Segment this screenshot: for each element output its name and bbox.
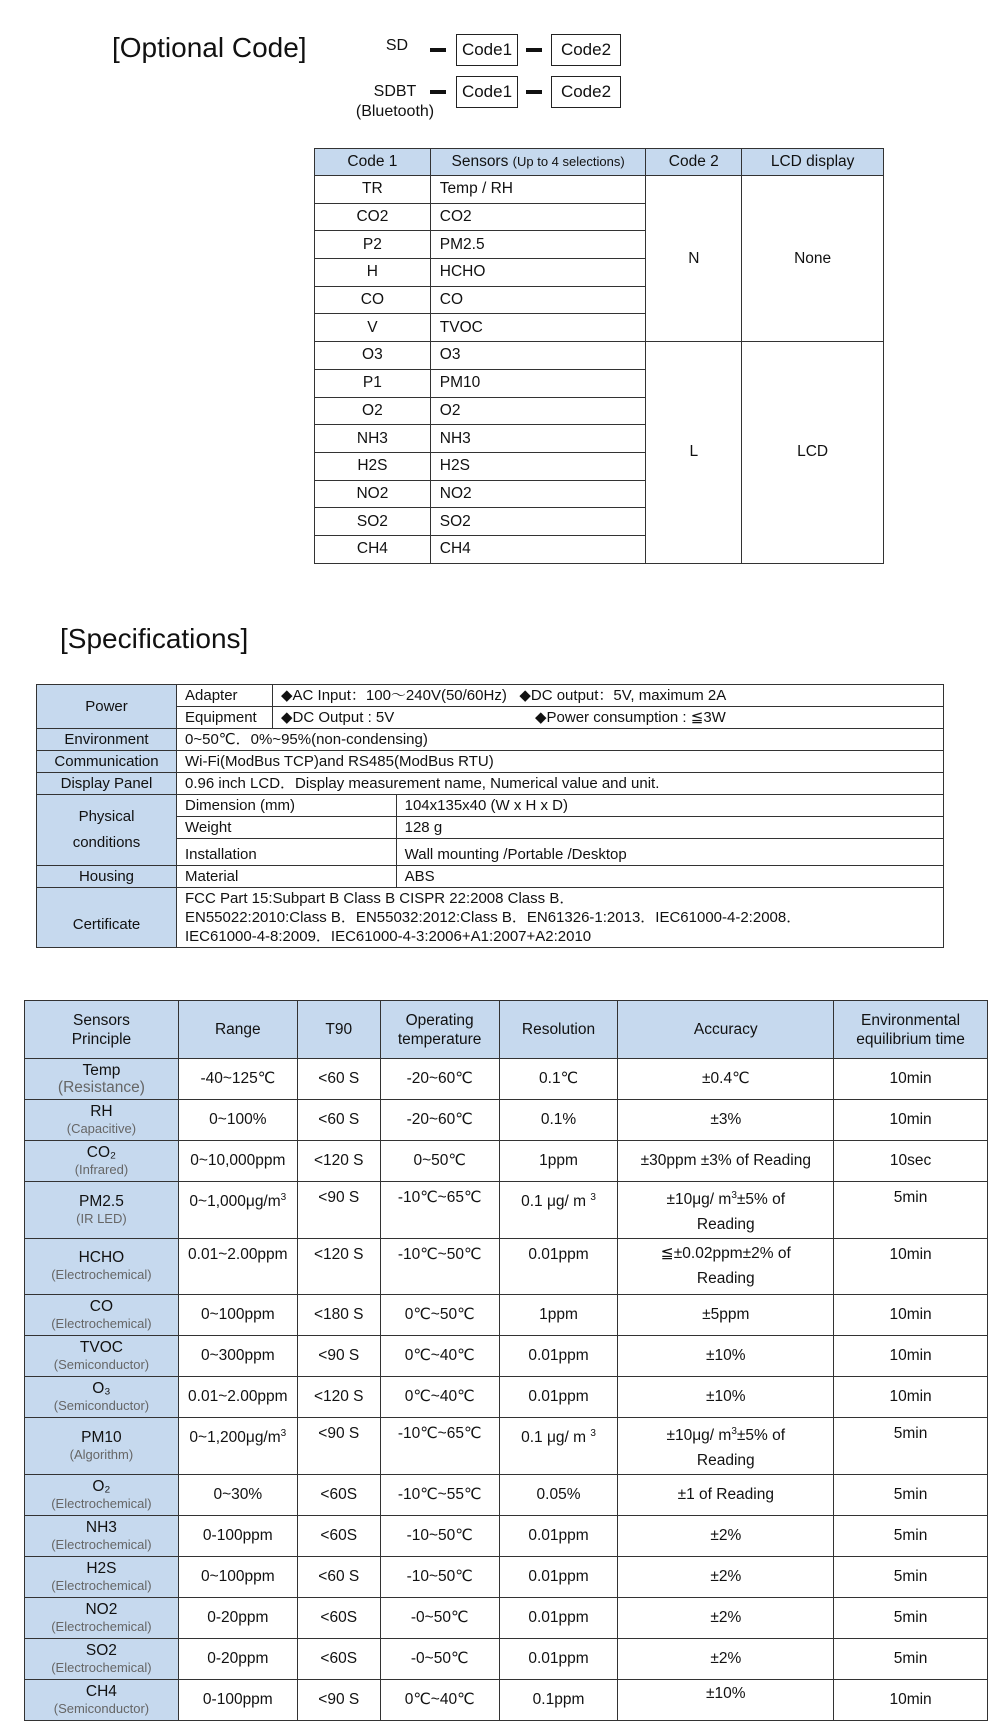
spec-label-environment: Environment	[37, 729, 177, 751]
spec-value-communication: Wi-Fi(ModBus TCP)and RS485(ModBus RTU)	[177, 751, 944, 773]
sensor-name-cell	[25, 1377, 179, 1418]
range-cell: 0~10,000ppm	[178, 1141, 297, 1182]
header-equil-line1: Environmental	[861, 1011, 961, 1029]
physical-label-line1: Physical	[78, 808, 135, 825]
header-sensors-label: Sensors	[451, 153, 509, 170]
equil-cell: 10min	[834, 1295, 988, 1336]
header-code1: Code 1	[315, 149, 431, 176]
accuracy-cell: ±2%	[618, 1597, 834, 1638]
resolution-cell: 1ppm	[499, 1141, 618, 1182]
table-row	[25, 1418, 988, 1475]
op-temp-cell: -0~50℃	[380, 1638, 499, 1679]
lcd-cell: None	[742, 176, 884, 342]
equil-cell: 5min	[834, 1515, 988, 1556]
sensor-name: CO	[89, 1298, 114, 1315]
header-equil-line2: equilibrium time	[856, 1030, 965, 1048]
sensor-name: TVOC	[79, 1339, 123, 1356]
accuracy-text: ±5% of	[736, 1190, 786, 1208]
code1-box: Code1	[456, 76, 518, 108]
accuracy-text: Reading	[696, 1451, 755, 1469]
resolution-cell: 0.1%	[499, 1100, 618, 1141]
sensor-name: NO2	[85, 1600, 118, 1618]
accuracy-cell	[618, 1182, 834, 1239]
sensor-name: RH	[90, 1103, 113, 1120]
specifications-title: [Specifications]	[60, 623, 249, 654]
resolution-cell: 0.1℃	[499, 1059, 618, 1100]
range-cell: 0~100%	[178, 1100, 297, 1141]
accuracy-cell: ±10%	[618, 1377, 834, 1418]
code1-box: Code1	[456, 34, 518, 66]
code2-cell: N	[646, 176, 742, 342]
superscript: 3	[280, 1428, 287, 1439]
sensor-name-cell	[25, 1059, 179, 1100]
range-text: 0~1,200μg/m	[189, 1429, 281, 1447]
resolution-cell: 0.01ppm	[499, 1377, 618, 1418]
code1-cell: TR	[315, 176, 431, 204]
optional-code-title: [Optional Code]	[112, 32, 307, 63]
table-row	[25, 1638, 988, 1679]
spec-row-communication	[37, 751, 944, 773]
sensor-name: Temp	[82, 1062, 121, 1079]
sensor-principle: (Semiconductor)	[53, 1700, 150, 1716]
range-cell: 0~100ppm	[178, 1295, 297, 1336]
sensor-name-cell	[25, 1238, 179, 1295]
t90-cell: <90 S	[297, 1336, 380, 1377]
adapter-dc-text: ◆DC output：5V, maximum 2A	[519, 687, 727, 704]
header-optemp-line1: Operating	[405, 1011, 474, 1029]
code1-cell: H	[315, 259, 431, 287]
sensor-name-cell	[25, 1100, 179, 1141]
code1-cell: CO2	[315, 203, 431, 231]
sensor-name: HCHO	[78, 1249, 125, 1267]
t90-cell: <90 S	[297, 1182, 380, 1239]
dash-symbol	[430, 48, 446, 52]
sensor-cell: PM10	[430, 369, 646, 397]
accuracy-cell: ±10%	[618, 1679, 834, 1720]
accuracy-cell	[618, 1418, 834, 1475]
table-row	[315, 176, 884, 204]
sensor-name-cell	[25, 1182, 179, 1239]
range-cell: 0~100ppm	[178, 1556, 297, 1597]
op-temp-cell: 0℃~40℃	[380, 1336, 499, 1377]
spec-label-display: Display Panel	[37, 773, 177, 795]
equil-cell: 10min	[834, 1377, 988, 1418]
header-principle-line1: Sensors	[72, 1011, 130, 1029]
spec-sub-equipment: Equipment	[177, 707, 273, 729]
sensor-name: NH3	[85, 1518, 117, 1536]
resolution-cell: 0.01ppm	[499, 1336, 618, 1377]
header-sensors	[430, 149, 646, 176]
range-cell: 0~30%	[178, 1474, 297, 1515]
equil-cell: 5min	[834, 1638, 988, 1679]
equil-cell: 10min	[834, 1100, 988, 1141]
accuracy-cell: ±3%	[618, 1100, 834, 1141]
resolution-cell: 0.01ppm	[499, 1597, 618, 1638]
equil-cell: 5min	[834, 1556, 988, 1597]
prefix-sub-label: (Bluetooth)	[355, 103, 435, 120]
sensor-principle: (Capacitive)	[66, 1121, 137, 1136]
code1-cell: CH4	[315, 535, 431, 563]
spec-row-certificate	[37, 888, 944, 948]
sensor-cell: NO2	[430, 480, 646, 508]
spec-value-display: 0.96 inch LCD．Display measurement name, Numerical value and unit.	[177, 773, 944, 795]
lcd-cell: LCD	[742, 342, 884, 564]
accuracy-text: ±5% of	[736, 1426, 786, 1444]
spec-row-environment	[37, 729, 944, 751]
code-prefix-sd	[372, 36, 422, 56]
spec-row-housing	[37, 866, 944, 888]
t90-cell: <120 S	[297, 1377, 380, 1418]
accuracy-text: Reading	[696, 1270, 755, 1288]
sensor-name-cell	[25, 1515, 179, 1556]
equil-cell: 10min	[834, 1336, 988, 1377]
sensor-name: O₂	[92, 1477, 111, 1495]
resolution-text: 0.1 μg/ m	[521, 1193, 587, 1211]
superscript: 3	[590, 1192, 596, 1203]
dash-symbol	[526, 90, 542, 94]
header-range: Range	[178, 1001, 297, 1059]
accuracy-cell: ±10%	[618, 1336, 834, 1377]
op-temp-cell: 0℃~50℃	[380, 1295, 499, 1336]
spec-label-power: Power	[37, 685, 177, 729]
sensor-cell: CO	[430, 286, 646, 314]
sensors-table	[24, 1000, 988, 1721]
dash-symbol	[526, 48, 542, 52]
spec-value-environment: 0~50℃．0%~95%(non-condensing)	[177, 729, 944, 751]
specifications-table	[36, 684, 944, 948]
table-header-row	[25, 1001, 988, 1059]
t90-cell: <60S	[297, 1638, 380, 1679]
sensor-cell: CO2	[430, 203, 646, 231]
spec-sub-material: Material	[177, 866, 397, 888]
resolution-cell: 0.1ppm	[499, 1679, 618, 1720]
code1-cell: P1	[315, 369, 431, 397]
superscript: 3	[590, 1428, 596, 1439]
header-code2: Code 2	[646, 149, 742, 176]
superscript: 3	[280, 1192, 287, 1203]
sensor-principle: (Electrochemical)	[51, 1536, 152, 1552]
superscript: 3	[731, 1425, 737, 1437]
header-t90: T90	[297, 1001, 380, 1059]
prefix-label: SDBT	[373, 83, 417, 100]
physical-label-line2: conditions	[72, 834, 141, 851]
resolution-cell: 0.01ppm	[499, 1556, 618, 1597]
table-row	[25, 1059, 988, 1100]
sensor-name-cell	[25, 1556, 179, 1597]
table-row	[25, 1141, 988, 1182]
range-text: 0~1,000μg/m	[189, 1193, 281, 1211]
sensor-cell: TVOC	[430, 314, 646, 342]
code1-cell: O3	[315, 342, 431, 370]
sensor-name: PM2.5	[79, 1192, 124, 1210]
equipment-dc-text: ◆DC Output : 5V	[281, 709, 395, 726]
code1-cell: H2S	[315, 452, 431, 480]
header-principle-line2: Principle	[71, 1030, 132, 1048]
header-principle	[25, 1001, 179, 1059]
t90-cell: <90 S	[297, 1679, 380, 1720]
op-temp-cell: -10~50℃	[380, 1556, 499, 1597]
code2-box: Code2	[551, 34, 621, 66]
sensor-cell: H2S	[430, 452, 646, 480]
equil-cell: 5min	[834, 1182, 988, 1239]
spec-row-power	[37, 685, 944, 707]
header-resolution: Resolution	[499, 1001, 618, 1059]
header-optemp-line2: temperature	[397, 1030, 482, 1048]
sensor-cell: PM2.5	[430, 231, 646, 259]
table-row	[25, 1238, 988, 1295]
sensor-name: CO₂	[86, 1144, 117, 1161]
header-equilibrium-time	[834, 1001, 988, 1059]
equil-cell: 5min	[834, 1418, 988, 1475]
sensor-name-cell	[25, 1141, 179, 1182]
header-lcd: LCD display	[742, 149, 884, 176]
optional-code-table	[314, 148, 884, 564]
table-row	[25, 1100, 988, 1141]
sensor-name: O₃	[92, 1380, 111, 1397]
range-cell: 0-20ppm	[178, 1638, 297, 1679]
spec-sub-weight: Weight	[177, 817, 397, 839]
equil-cell: 10sec	[834, 1141, 988, 1182]
sensor-name-cell	[25, 1474, 179, 1515]
sensor-principle: (IR LED)	[76, 1210, 127, 1226]
sensor-principle: (Electrochemical)	[51, 1495, 152, 1511]
spec-sub-installation: Installation	[177, 839, 397, 866]
table-row	[25, 1182, 988, 1239]
t90-cell: <60S	[297, 1474, 380, 1515]
spec-sub-dimension: Dimension (mm)	[177, 795, 397, 817]
accuracy-text: ±10μg/ m	[666, 1190, 732, 1208]
spec-label-communication: Communication	[37, 751, 177, 773]
table-row	[25, 1474, 988, 1515]
code1-cell: O2	[315, 397, 431, 425]
sensor-principle: (Electrochemical)	[51, 1577, 152, 1593]
resolution-cell	[499, 1418, 618, 1475]
code1-cell: NH3	[315, 425, 431, 453]
spec-value-dimension: 104x135x40 (W x H x D)	[396, 795, 943, 817]
table-row	[25, 1597, 988, 1638]
code2-cell: L	[646, 342, 742, 564]
certificate-line: FCC Part 15:Subpart B Class B CISPR 22:2008 Class B．	[185, 890, 575, 907]
spec-row-physical	[37, 795, 944, 817]
op-temp-cell: -10℃~65℃	[380, 1182, 499, 1239]
equil-cell: 10min	[834, 1679, 988, 1720]
sensor-principle: (Algorithm)	[69, 1446, 134, 1462]
resolution-cell	[499, 1182, 618, 1239]
op-temp-cell: -20~60℃	[380, 1059, 499, 1100]
certificate-line: EN55022:2010:Class B．EN55032:2012:Class B．EN61326-1:2013．IEC61000-4-2:2008．	[185, 909, 802, 926]
code2-box: Code2	[551, 76, 621, 108]
code1-cell: CO	[315, 286, 431, 314]
accuracy-text: ≦±0.02ppm±2% of	[660, 1245, 791, 1263]
adapter-ac-text: ◆AC Input：100～240V(50/60Hz)	[281, 687, 507, 704]
spec-value-equipment	[273, 707, 944, 729]
op-temp-cell: 0~50℃	[380, 1141, 499, 1182]
sensor-name-cell	[25, 1336, 179, 1377]
table-row	[25, 1377, 988, 1418]
sensor-name: CH4	[85, 1682, 117, 1700]
sensor-principle: (Electrochemical)	[51, 1267, 152, 1283]
header-operating-temperature	[380, 1001, 499, 1059]
resolution-cell: 1ppm	[499, 1295, 618, 1336]
range-cell: -40~125℃	[178, 1059, 297, 1100]
t90-cell: <60 S	[297, 1059, 380, 1100]
superscript: 3	[731, 1189, 737, 1201]
spec-value-certificate	[177, 888, 944, 948]
header-sensors-note: (Up to 4 selections)	[512, 154, 625, 169]
t90-cell: <120 S	[297, 1238, 380, 1295]
accuracy-cell: ±0.4℃	[618, 1059, 834, 1100]
accuracy-text: Reading	[696, 1215, 755, 1233]
sensor-name-cell	[25, 1638, 179, 1679]
sensor-name: SO2	[85, 1641, 117, 1659]
sensor-principle: (Semiconductor)	[53, 1357, 150, 1372]
sensor-cell: CH4	[430, 535, 646, 563]
range-cell	[178, 1182, 297, 1239]
spec-value-adapter	[273, 685, 944, 707]
op-temp-cell: -10~50℃	[380, 1515, 499, 1556]
code1-cell: SO2	[315, 508, 431, 536]
dash-symbol	[430, 90, 446, 94]
accuracy-cell: ±1 of Reading	[618, 1474, 834, 1515]
range-cell	[178, 1418, 297, 1475]
accuracy-cell: ±2%	[618, 1515, 834, 1556]
op-temp-cell: -10℃~65℃	[380, 1418, 499, 1475]
sensor-name-cell	[25, 1679, 179, 1720]
sensor-principle: (Semiconductor)	[53, 1398, 150, 1413]
spec-sub-adapter: Adapter	[177, 685, 273, 707]
sensor-cell: O3	[430, 342, 646, 370]
range-cell: 0.01~2.00ppm	[178, 1377, 297, 1418]
equil-cell: 5min	[834, 1597, 988, 1638]
t90-cell: <60 S	[297, 1556, 380, 1597]
range-cell: 0.01~2.00ppm	[178, 1238, 297, 1295]
op-temp-cell: 0℃~40℃	[380, 1377, 499, 1418]
table-header-row	[315, 149, 884, 176]
resolution-cell: 0.05%	[499, 1474, 618, 1515]
range-cell: 0~300ppm	[178, 1336, 297, 1377]
resolution-text: 0.1 μg/ m	[521, 1429, 587, 1447]
equil-cell: 10min	[834, 1059, 988, 1100]
sensor-principle: (Resistance)	[57, 1079, 145, 1096]
sensor-principle: (Infrared)	[74, 1162, 129, 1177]
table-row	[25, 1515, 988, 1556]
op-temp-cell: -20~60℃	[380, 1100, 499, 1141]
equipment-power-text: ◆Power consumption : ≦3W	[535, 709, 726, 726]
sensor-cell: NH3	[430, 425, 646, 453]
table-row	[315, 342, 884, 370]
resolution-cell: 0.01ppm	[499, 1238, 618, 1295]
sensor-principle: (Electrochemical)	[51, 1618, 152, 1634]
certificate-line: IEC61000-4-8:2009．IEC61000-4-3:2006+A1:2007+A2:2010	[185, 928, 592, 945]
range-cell: 0-20ppm	[178, 1597, 297, 1638]
sensor-name-cell	[25, 1597, 179, 1638]
prefix-label: SD	[385, 37, 409, 54]
op-temp-cell: -10℃~50℃	[380, 1238, 499, 1295]
spec-label-certificate: Certificate	[37, 888, 177, 948]
spec-value-material: ABS	[396, 866, 943, 888]
table-row	[25, 1295, 988, 1336]
table-row	[25, 1336, 988, 1377]
sensor-name-cell	[25, 1418, 179, 1475]
resolution-cell: 0.01ppm	[499, 1638, 618, 1679]
sensor-cell: Temp / RH	[430, 176, 646, 204]
spec-value-installation: Wall mounting /Portable /Desktop	[396, 839, 943, 866]
spec-row-display	[37, 773, 944, 795]
sensor-cell: O2	[430, 397, 646, 425]
spec-label-physical	[37, 795, 177, 866]
table-row	[25, 1556, 988, 1597]
sensor-name: H2S	[86, 1559, 117, 1577]
equil-cell: 5min	[834, 1474, 988, 1515]
sensor-cell: SO2	[430, 508, 646, 536]
sensor-name: PM10	[81, 1428, 122, 1446]
table-row	[25, 1679, 988, 1720]
sensor-principle: (Electrochemical)	[51, 1316, 152, 1331]
code1-cell: V	[315, 314, 431, 342]
header-accuracy: Accuracy	[618, 1001, 834, 1059]
spec-label-housing: Housing	[37, 866, 177, 888]
t90-cell: <180 S	[297, 1295, 380, 1336]
resolution-cell: 0.01ppm	[499, 1515, 618, 1556]
code1-cell: NO2	[315, 480, 431, 508]
code-prefix-sdbt	[345, 82, 445, 122]
equil-cell: 10min	[834, 1238, 988, 1295]
op-temp-cell: 0℃~40℃	[380, 1679, 499, 1720]
t90-cell: <60 S	[297, 1100, 380, 1141]
accuracy-text: ±10μg/ m	[666, 1426, 732, 1444]
accuracy-cell: ±30ppm ±3% of Reading	[618, 1141, 834, 1182]
accuracy-cell	[618, 1238, 834, 1295]
spec-value-weight: 128 g	[396, 817, 943, 839]
accuracy-cell: ±5ppm	[618, 1295, 834, 1336]
op-temp-cell: -10℃~55℃	[380, 1474, 499, 1515]
sensor-principle: (Electrochemical)	[51, 1659, 152, 1675]
accuracy-cell: ±2%	[618, 1638, 834, 1679]
t90-cell: <60S	[297, 1515, 380, 1556]
range-cell: 0-100ppm	[178, 1515, 297, 1556]
sensor-name-cell	[25, 1295, 179, 1336]
code1-cell: P2	[315, 231, 431, 259]
op-temp-cell: -0~50℃	[380, 1597, 499, 1638]
t90-cell: <60S	[297, 1597, 380, 1638]
t90-cell: <90 S	[297, 1418, 380, 1475]
accuracy-cell: ±2%	[618, 1556, 834, 1597]
range-cell: 0-100ppm	[178, 1679, 297, 1720]
sensor-cell: HCHO	[430, 259, 646, 287]
t90-cell: <120 S	[297, 1141, 380, 1182]
